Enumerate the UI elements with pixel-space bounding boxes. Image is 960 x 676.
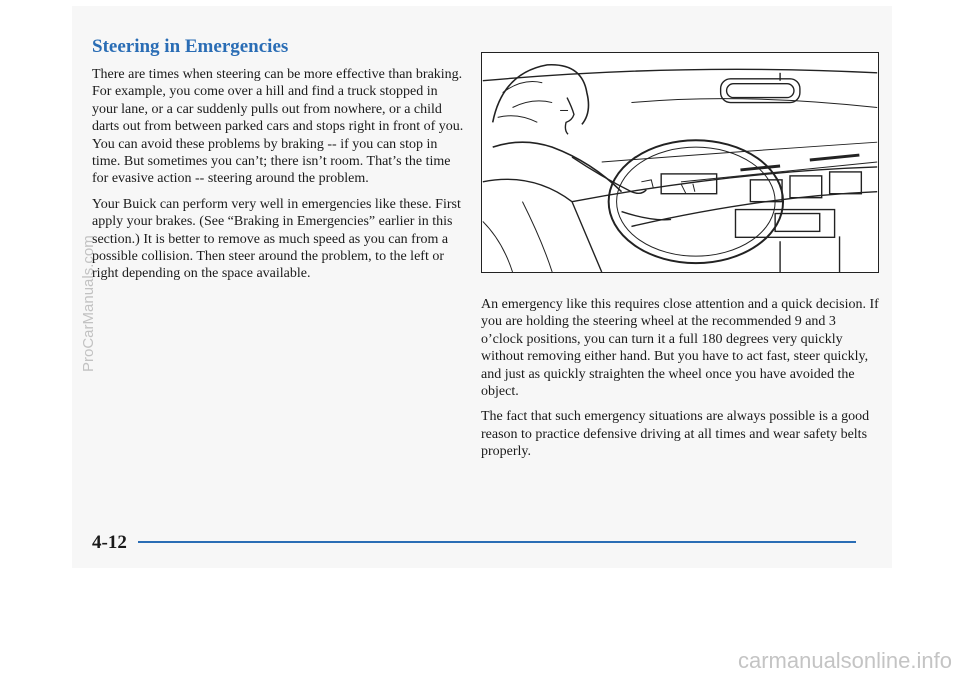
left-column (92, 66, 464, 291)
body-paragraph: The fact that such emergency situations are always possible is a good reason to practice defensive driving at all times and wear safety belts properly. (481, 409, 870, 460)
footer-rule (138, 541, 856, 543)
side-watermark: ProCarManuals.com (80, 235, 97, 372)
page-number: 4-12 (92, 532, 127, 553)
driver-steering-illustration (481, 52, 879, 273)
driver-steering-icon (482, 53, 878, 272)
right-column (481, 296, 881, 469)
bottom-watermark: carmanualsonline.info (737, 648, 952, 673)
body-paragraph: An emergency like this requires close attention and a quick decision. If you are holding the steering wheel at the recommended 9 and 3 o’clock positions, you can turn it a full 180 degrees very quickly without removing either hand. But you have to act fast, steer quickly, and just as quickly straighten the wheel once you have avoided the object. (481, 297, 879, 400)
body-paragraph: Your Buick can perform very well in emergencies like these. First apply your brakes. (See “Braking in Emergencies” earlier in this section.) It is better to remove as much speed as you can from a possible collision. Then steer around the problem, to the left or right depending on the space available. (92, 196, 461, 282)
body-paragraph: There are times when steering can be more effective than braking. For example, you come over a hill and find a truck stopped in your lane, or a car suddenly pulls out from nowhere, or a child darts out from between parked cars and stops right in front of you. You can avoid these problems by braking -- if you can stop in time. But sometimes you can’t; there isn’t room. That’s the time for evasive action -- steering around the problem. (92, 67, 464, 187)
section-heading: Steering in Emergencies (92, 36, 289, 57)
